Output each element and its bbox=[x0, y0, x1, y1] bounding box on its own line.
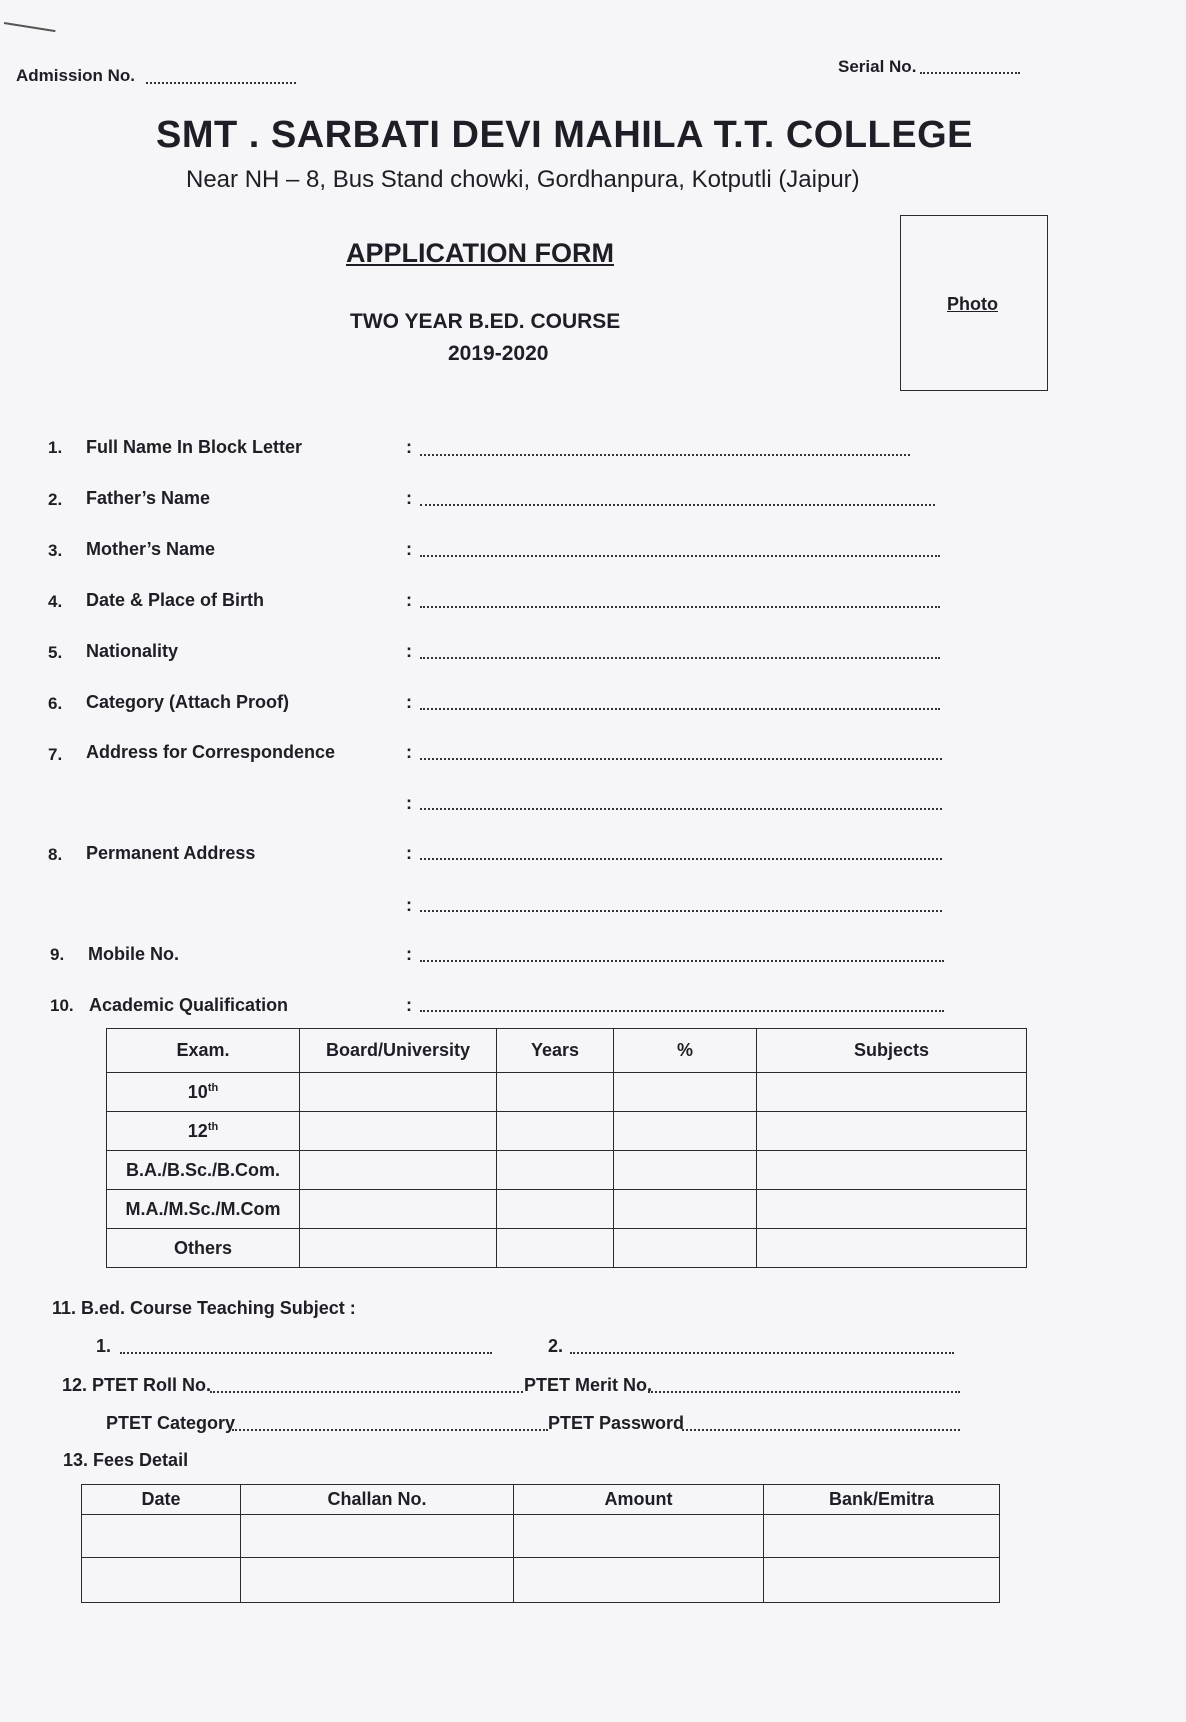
field-label: Father’s Name bbox=[86, 488, 211, 508]
percent-cell[interactable] bbox=[614, 1073, 757, 1112]
date-cell[interactable] bbox=[82, 1558, 241, 1603]
subjects-cell[interactable] bbox=[757, 1229, 1027, 1268]
subjects-cell[interactable] bbox=[757, 1151, 1027, 1190]
ptet-category-field[interactable] bbox=[232, 1429, 548, 1431]
table-header: Board/University bbox=[300, 1029, 497, 1073]
fathers-name-field[interactable] bbox=[420, 504, 935, 506]
field-label: Mobile No. bbox=[88, 944, 179, 964]
table-header: % bbox=[614, 1029, 757, 1073]
teaching-subject-1-label: 1. bbox=[96, 1336, 112, 1356]
field-number: 10. bbox=[50, 996, 74, 1015]
field-colon: : bbox=[406, 895, 412, 915]
challan-cell[interactable] bbox=[241, 1515, 514, 1558]
table-header: Exam. bbox=[107, 1029, 300, 1073]
field-colon: : bbox=[406, 437, 412, 457]
exam-cell: 10th bbox=[107, 1073, 300, 1112]
exam-cell: 12th bbox=[107, 1112, 300, 1151]
subjects-cell[interactable] bbox=[757, 1073, 1027, 1112]
board-cell[interactable] bbox=[300, 1151, 497, 1190]
field-label: Date & Place of Birth bbox=[86, 590, 265, 610]
table-row bbox=[82, 1558, 1000, 1603]
ptet-roll-field[interactable] bbox=[210, 1391, 523, 1393]
table-header: Date bbox=[82, 1485, 241, 1515]
permanent-address-field-2[interactable] bbox=[420, 910, 942, 912]
percent-cell[interactable] bbox=[614, 1190, 757, 1229]
field-label: Academic Qualification bbox=[89, 995, 289, 1015]
challan-cell[interactable] bbox=[241, 1558, 514, 1603]
field-colon: : bbox=[406, 995, 412, 1015]
field-colon: : bbox=[406, 539, 412, 559]
years-cell[interactable] bbox=[497, 1073, 614, 1112]
field-number: 7. bbox=[48, 745, 63, 764]
scratch-mark bbox=[4, 22, 56, 32]
bank-cell[interactable] bbox=[764, 1515, 1000, 1558]
field-label: Permanent Address bbox=[86, 843, 256, 863]
years-cell[interactable] bbox=[497, 1190, 614, 1229]
mobile-no-field[interactable] bbox=[420, 960, 944, 962]
fees-table bbox=[81, 1484, 1000, 1603]
ptet-merit-field[interactable] bbox=[648, 1391, 960, 1393]
field-label: Mother’s Name bbox=[86, 539, 216, 559]
bank-cell[interactable] bbox=[764, 1558, 1000, 1603]
admission-no-label: Admission No. bbox=[16, 66, 136, 85]
date-place-birth-field[interactable] bbox=[420, 606, 940, 608]
college-name: SMT . SARBATI DEVI MAHILA T.T. COLLEGE bbox=[156, 114, 973, 156]
table-header: Years bbox=[497, 1029, 614, 1073]
exam-cell: Others bbox=[107, 1229, 300, 1268]
serial-no-label: Serial No. bbox=[838, 57, 917, 76]
course-session: 2019-2020 bbox=[448, 342, 549, 365]
course-name: TWO YEAR B.ED. COURSE bbox=[350, 310, 621, 333]
field-number: 2. bbox=[48, 490, 63, 509]
field-colon: : bbox=[406, 488, 412, 508]
ptet-category-label: PTET Category bbox=[106, 1413, 236, 1433]
field-colon: : bbox=[406, 641, 412, 661]
board-cell[interactable] bbox=[300, 1190, 497, 1229]
field-colon: : bbox=[406, 793, 412, 813]
form-title: APPLICATION FORM bbox=[346, 238, 614, 268]
subjects-cell[interactable] bbox=[757, 1190, 1027, 1229]
correspondence-address-field[interactable] bbox=[420, 758, 942, 760]
fees-detail-label: 13. Fees Detail bbox=[63, 1450, 189, 1470]
photo-label: Photo bbox=[947, 294, 998, 314]
ptet-password-label: PTET Password bbox=[548, 1413, 685, 1433]
field-label: Nationality bbox=[86, 641, 179, 661]
field-label: Address for Correspondence bbox=[86, 742, 336, 762]
ptet-roll-label: 12. PTET Roll No. bbox=[62, 1375, 212, 1395]
field-number: 8. bbox=[48, 845, 63, 864]
years-cell[interactable] bbox=[497, 1112, 614, 1151]
percent-cell[interactable] bbox=[614, 1112, 757, 1151]
field-colon: : bbox=[406, 843, 412, 863]
subjects-cell[interactable] bbox=[757, 1112, 1027, 1151]
teaching-subject-2-label: 2. bbox=[548, 1336, 564, 1356]
board-cell[interactable] bbox=[300, 1229, 497, 1268]
ptet-password-field[interactable] bbox=[682, 1429, 960, 1431]
teaching-subject-label: 11. B.ed. Course Teaching Subject : bbox=[52, 1298, 356, 1318]
table-header-row bbox=[107, 1029, 1027, 1073]
permanent-address-field[interactable] bbox=[420, 858, 942, 860]
category-field[interactable] bbox=[420, 708, 940, 710]
field-number: 5. bbox=[48, 643, 63, 662]
date-cell[interactable] bbox=[82, 1515, 241, 1558]
photo-box[interactable] bbox=[900, 215, 1048, 391]
percent-cell[interactable] bbox=[614, 1151, 757, 1190]
table-row bbox=[82, 1515, 1000, 1558]
field-number: 9. bbox=[50, 945, 65, 964]
percent-cell[interactable] bbox=[614, 1229, 757, 1268]
field-label: Full Name In Block Letter bbox=[86, 437, 303, 457]
serial-no-field[interactable] bbox=[920, 72, 1020, 74]
teaching-subject-1-field[interactable] bbox=[120, 1352, 492, 1354]
field-colon: : bbox=[406, 692, 412, 712]
correspondence-address-field-2[interactable] bbox=[420, 808, 942, 810]
amount-cell[interactable] bbox=[514, 1515, 764, 1558]
field-number: 4. bbox=[48, 592, 63, 611]
amount-cell[interactable] bbox=[514, 1558, 764, 1603]
years-cell[interactable] bbox=[497, 1229, 614, 1268]
board-cell[interactable] bbox=[300, 1073, 497, 1112]
field-label: Category (Attach Proof) bbox=[86, 692, 290, 712]
board-cell[interactable] bbox=[300, 1112, 497, 1151]
table-header-row bbox=[82, 1485, 1000, 1515]
table-row bbox=[107, 1112, 1027, 1151]
table-row bbox=[107, 1190, 1027, 1229]
years-cell[interactable] bbox=[497, 1151, 614, 1190]
field-colon: : bbox=[406, 944, 412, 964]
academic-qualification-field[interactable] bbox=[420, 1010, 944, 1012]
table-header: Bank/Emitra bbox=[764, 1485, 1000, 1515]
field-number: 6. bbox=[48, 694, 63, 713]
table-row bbox=[107, 1151, 1027, 1190]
nationality-field[interactable] bbox=[420, 657, 940, 659]
table-header: Amount bbox=[514, 1485, 764, 1515]
exam-cell: B.A./B.Sc./B.Com. bbox=[107, 1151, 300, 1190]
full-name-field[interactable] bbox=[420, 454, 910, 456]
table-header: Subjects bbox=[757, 1029, 1027, 1073]
teaching-subject-2-field[interactable] bbox=[570, 1352, 954, 1354]
ptet-merit-label: PTET Merit No. bbox=[524, 1375, 653, 1395]
table-header: Challan No. bbox=[241, 1485, 514, 1515]
field-colon: : bbox=[406, 590, 412, 610]
exam-cell: M.A./M.Sc./M.Com bbox=[107, 1190, 300, 1229]
field-number: 3. bbox=[48, 541, 63, 560]
academic-table bbox=[106, 1028, 1027, 1268]
table-row bbox=[107, 1073, 1027, 1112]
field-number: 1. bbox=[48, 438, 63, 457]
mothers-name-field[interactable] bbox=[420, 555, 940, 557]
college-address: Near NH – 8, Bus Stand chowki, Gordhanpura, Kotputli (Jaipur) bbox=[186, 166, 860, 193]
table-row bbox=[107, 1229, 1027, 1268]
field-colon: : bbox=[406, 742, 412, 762]
admission-no-field[interactable] bbox=[146, 82, 296, 84]
